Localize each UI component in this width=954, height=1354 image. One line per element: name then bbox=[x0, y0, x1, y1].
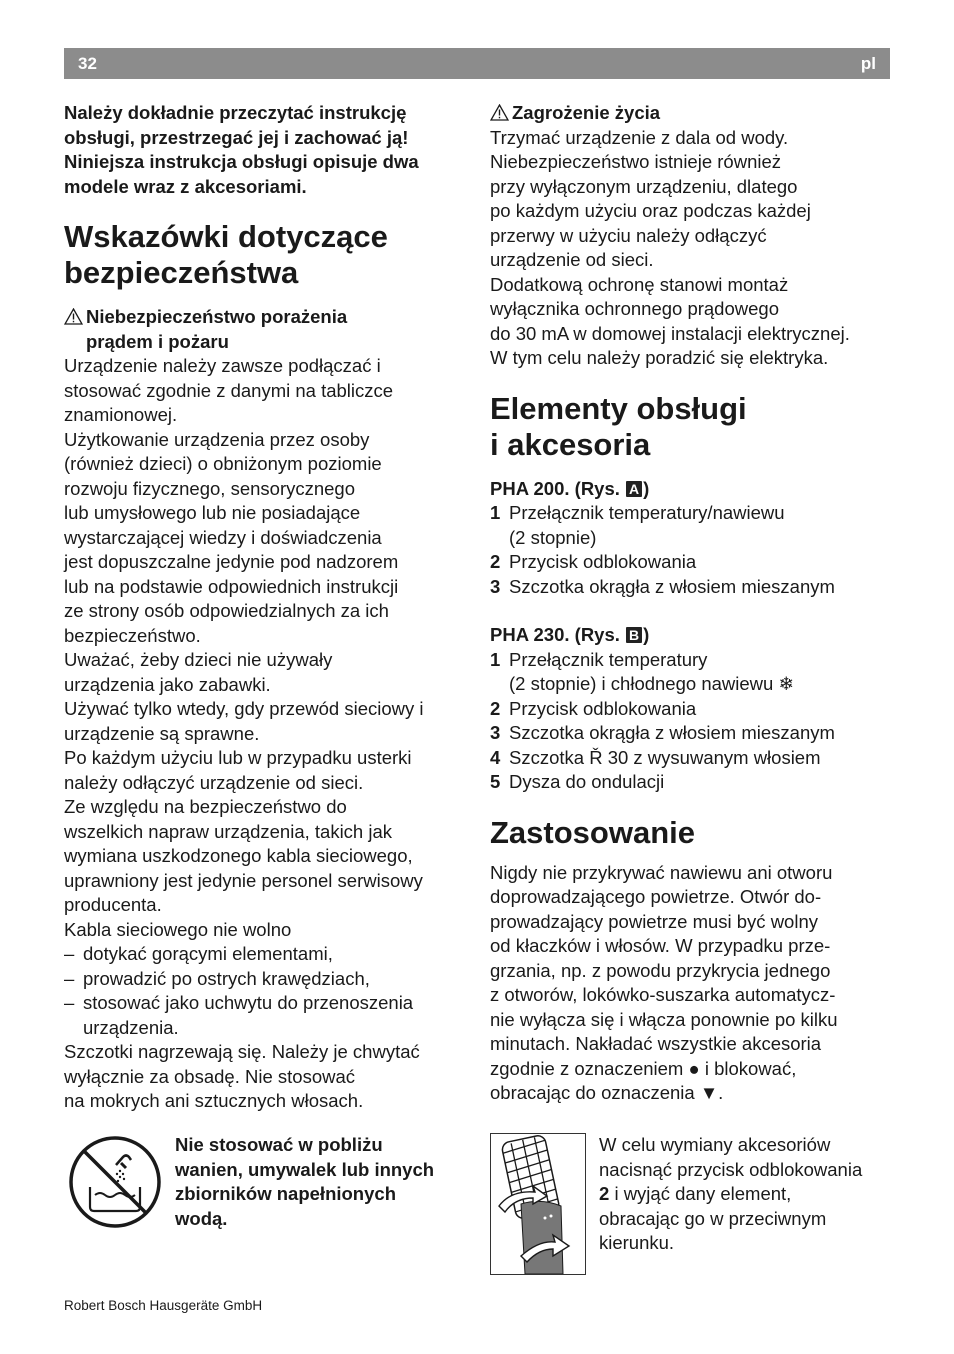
model-b-title: PHA 230. (Rys. B ) bbox=[490, 624, 650, 645]
water-warning-box bbox=[64, 1133, 464, 1243]
model-b-list bbox=[490, 648, 895, 795]
list-item: 3 Szczotka okrągła z włosiem mieszanym bbox=[490, 575, 835, 597]
list-item: – prowadzić po ostrych krawędziach, bbox=[64, 967, 370, 989]
figure-badge-b: B bbox=[626, 627, 642, 643]
danger-title: Zagrożenie życia bbox=[490, 101, 895, 126]
list-item: 1 Przełącznik temperatury (2 stopnie) i chłodnego nawiewu ❄ bbox=[490, 648, 794, 694]
right-column bbox=[490, 101, 895, 1106]
controls-heading: Elementy obsługi i akcesoria bbox=[490, 390, 747, 462]
page-header-bar bbox=[64, 48, 890, 79]
accessory-replacement-box bbox=[490, 1133, 895, 1278]
dot-marker-icon: ● bbox=[688, 1057, 700, 1079]
snowflake-icon: ❄ bbox=[778, 673, 794, 694]
list-item: – stosować jako uchwytu do przenoszenia urządzenia. bbox=[64, 992, 414, 1038]
warning-triangle-icon bbox=[490, 101, 512, 126]
accessory-replacement-text: W celu wymiany akcesoriów nacisnąć przycisk odblokowania 2 i wyjąć dany element, obracając go w przeciwnym kierunku. bbox=[599, 1134, 863, 1253]
danger-body: Trzymać urządzenie z dala od wody. Niebezpieczeństwo istnieje również przy wyłączonym urządzeniu, dlatego po każdym użyciu oraz podczas każdej przerwy w użyciu należy odłączyć urządzenie od sieci. Dodatkową ochronę stanowi montaż wyłącznika ochronnego prądowego do 30 mA w domowej instalacji elektrycznej. W tym celu należy poradzić się elektryka. bbox=[490, 126, 850, 368]
list-item: 2 Przycisk odblokowania bbox=[490, 551, 697, 572]
footer-company: Robert Bosch Hausgeräte GmbH bbox=[64, 1298, 263, 1313]
safety-body: Urządzenie należy zawsze podłączać i stosować zgodnie z danymi na tabliczce znamionowej. Użytkowanie urządzenia przez osoby (również dzieci) o obniżonym poziomie rozwoju fizycznego, sensorycznego lub umysłowego lub nie posiadające wystarczającej wiedzy i doświadczenia jest dopuszczalne jedynie pod nadzorem lub na podstawie odpowiednich instrukcji ze strony osób odpowiedzialnych za ich bezpieczeństwo. Uważać, żeby dzieci nie używały urządzenia jako zabawki. Używać tylko wtedy, gdy przewód sieciowy i urządzenie są sprawne. Po każdym użyciu lub w przypadku usterki należy odłączyć urządzenie od sieci. Ze względu na bezpieczeństwo do wszelkich napraw urządzenia, takich jak wymiana uszkodzonego kabla sieciowego, uprawniony jest jedynie personel serwisowy producenta. Kabla sieciowego nie wolno bbox=[64, 355, 424, 940]
water-warning-text: Nie stosować w pobliżu wanien, umywalek lub innych zbiorników napełnionych wodą. bbox=[175, 1134, 435, 1229]
model-a-title: PHA 200. (Rys. A ) bbox=[490, 477, 650, 499]
usage-heading: Zastosowanie bbox=[490, 814, 695, 850]
list-item: 5 Dysza do ondulacji bbox=[490, 771, 665, 792]
page-number: 32 bbox=[78, 53, 97, 73]
usage-body: Nigdy nie przykrywać nawiewu ani otworu doprowadzającego powietrze. Otwór do- prowadzający powietrze musi być wolny od kłaczków i włosów. W przypadku prze- grzania, np. z powodu przykrycia jednego z otworów, lokówko-suszarka automatycz- nie wyłącza się i włącza ponownie po kilku minutach. Nakładać wszystkie akcesoria zgodnie z oznaczeniem ● i blokować, obracając do oznaczenia ▼. bbox=[490, 861, 838, 1103]
safety-heading: Wskazówki dotyczące bezpieczeństwa bbox=[64, 219, 388, 290]
list-item: 1 Przełącznik temperatury/nawiewu (2 stopnie) bbox=[490, 502, 785, 548]
accessory-removal-illustration bbox=[490, 1133, 586, 1275]
left-column bbox=[64, 101, 469, 1114]
figure-badge-a: A bbox=[626, 481, 642, 497]
model-a-list bbox=[490, 501, 895, 599]
language-code: pl bbox=[860, 53, 876, 73]
no-water-pictogram-icon bbox=[68, 1135, 162, 1234]
brush-note: Szczotki nagrzewają się. Należy je chwytać wyłącznie za obsadę. Nie stosować na mokrych ani sztucznych włosach. bbox=[64, 1041, 420, 1111]
list-item: 4 Szczotka Ř 30 z wysuwanym włosiem bbox=[490, 746, 821, 768]
warning-triangle-icon bbox=[64, 305, 86, 354]
shock-warning-title: Niebezpieczeństwo porażenia prądem i pożaru bbox=[64, 305, 469, 354]
intro-text: Należy dokładnie przeczytać instrukcję obsługi, przestrzegać jej i zachować ją! Niniejsza instrukcja obsługi opisuje dwa modele wraz z akcesoriami. bbox=[64, 102, 419, 197]
cable-restrictions-list bbox=[64, 942, 469, 1040]
list-item: – dotykać gorącymi elementami, bbox=[64, 943, 333, 964]
triangle-marker-icon: ▼ bbox=[699, 1082, 719, 1103]
list-item: 2 Przycisk odblokowania bbox=[490, 697, 697, 719]
list-item: 3 Szczotka okrągła z włosiem mieszanym bbox=[490, 722, 835, 743]
